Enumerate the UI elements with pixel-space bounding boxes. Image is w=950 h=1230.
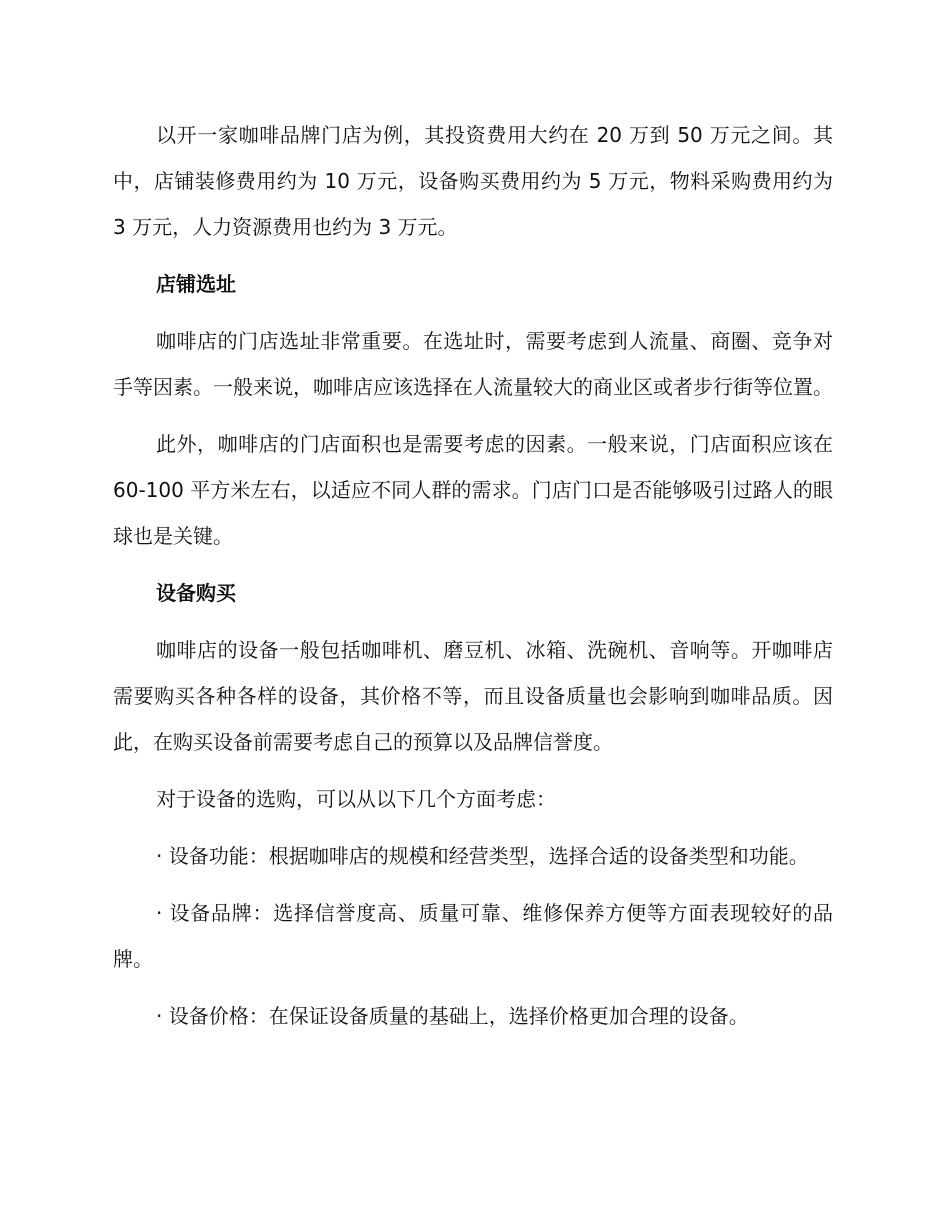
heading-store-location: 店铺选址 [156,272,236,296]
heading-equipment-purchase: 设备购买 [156,581,236,605]
bullet-equipment-price: · 设备价格：在保证设备质量的基础上，选择价格更加合理的设备。 [156,1004,749,1028]
document-page [113,112,833,1050]
paragraph-equipment: 咖啡店的设备一般包括咖啡机、磨豆机、冰箱、洗碗机、音响等。开咖啡店需要购买各种各样的设备，其价格不等，而且设备质量也会影响到咖啡品质。因此，在购买设备前需要考虑自己的预算以及品牌信誉度。 [113,638,833,754]
paragraph-store-area: 此外，咖啡店的门店面积也是需要考虑的因素。一般来说，门店面积应该在 60-100 平方米左右，以适应不同人群的需求。门店门口是否能够吸引过路人的眼球也是关键。 [113,432,833,548]
bullet-equipment-function: · 设备功能：根据咖啡店的规模和经营类型，选择合适的设备类型和功能。 [156,844,809,868]
bullet-equipment-brand: · 设备品牌：选择信誉度高、质量可靠、维修保养方便等方面表现较好的品牌。 [113,901,833,971]
paragraph-location: 咖啡店的门店选址非常重要。在选址时，需要考虑到人流量、商圈、竞争对手等因素。一般来说，咖啡店应该选择在人流量较大的商业区或者步行街等位置。 [113,329,833,399]
paragraph-investment: 以开一家咖啡品牌门店为例，其投资费用大约在 20 万到 50 万元之间。其中，店铺装修费用约为 10 万元，设备购买费用约为 5 万元，物料采购费用约为 3 万元，人力资源费用也约为 3 万元。 [113,123,833,239]
paragraph-equipment-selection: 对于设备的选购，可以从以下几个方面考虑： [156,787,556,811]
